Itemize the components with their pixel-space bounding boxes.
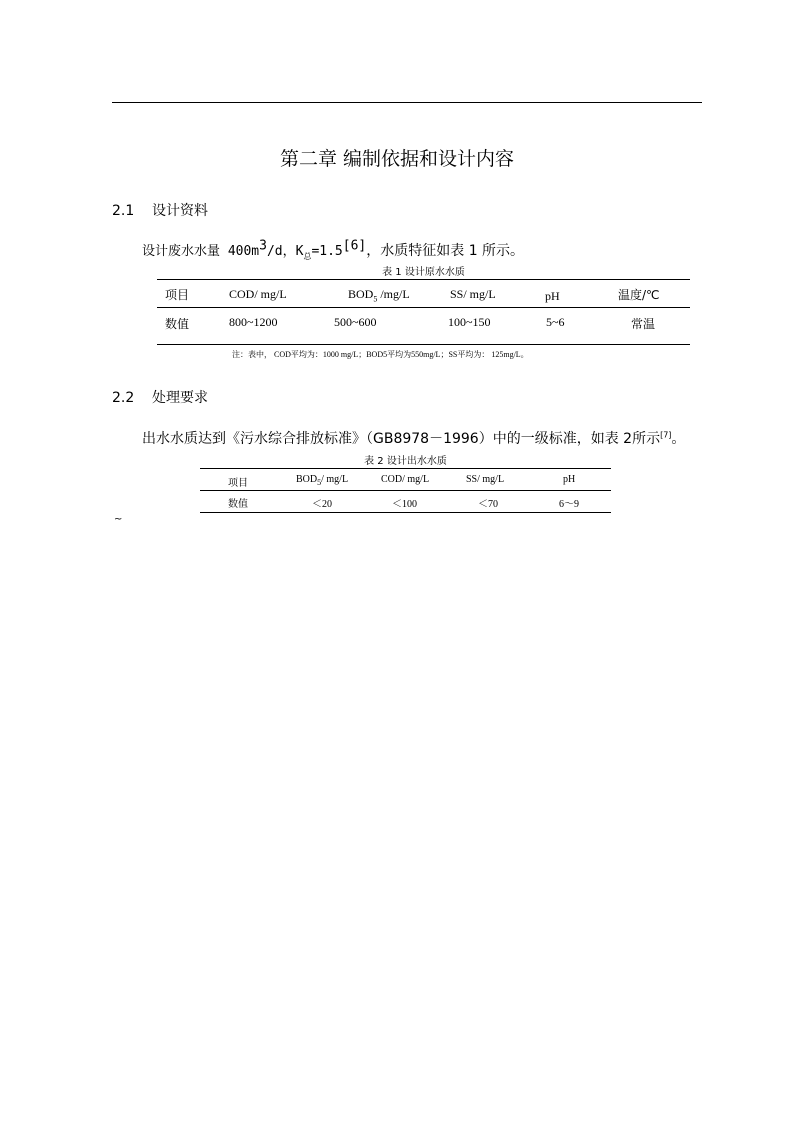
table-1-cell: 100~150 [448, 315, 491, 329]
section-number: 2.2 [112, 390, 135, 406]
table-1-cell: 5~6 [546, 315, 565, 329]
para-text: 设计废水水量 400m [142, 244, 260, 259]
table-1-top-rule [157, 279, 690, 280]
table-2-header: COD/ mg/L [381, 474, 430, 485]
section-title: 处理要求 [152, 390, 208, 406]
subscript: 5 [373, 294, 378, 304]
table-1-cell: 常温 [631, 317, 656, 331]
table-2-cell: ＜70 [478, 499, 498, 510]
section-2-paragraph [142, 428, 685, 448]
table-2-cell: ＜100 [392, 499, 417, 510]
table-2-top-rule [200, 468, 611, 469]
table-1-cell: 500~600 [334, 315, 377, 329]
table-2-header [296, 474, 348, 485]
para-text: ，水质特征如表 1 所示。 [366, 243, 525, 259]
section-heading-2-1 [112, 200, 208, 220]
table-1-caption: 表 1 设计原水水质 [382, 267, 465, 278]
header-text: /mg/L [377, 287, 410, 301]
section-1-paragraph [142, 240, 524, 260]
header-rule [112, 102, 702, 103]
table-1-bottom-rule [157, 344, 690, 345]
citation-ref: [7] [660, 430, 672, 440]
table-1-cell: 数值 [165, 317, 190, 331]
table-2-cell: 6～9 [559, 499, 579, 510]
section-heading-2-2 [112, 387, 208, 407]
table-1-header: pH [545, 289, 560, 303]
table-1-header: 项目 [165, 288, 190, 302]
subscript: 总 [303, 251, 312, 261]
table-1-cell: 800~1200 [229, 315, 278, 329]
section-title: 设计资料 [152, 203, 208, 219]
table-2-caption: 表 2 设计出水水质 [364, 456, 447, 467]
para-text: =1.5 [311, 244, 343, 259]
table-2-header: 项目 [228, 478, 248, 489]
header-text: / mg/L [321, 474, 349, 485]
table-1-note: 注：表中， COD平均为：1000 mg/L；BOD5平均为550mg/L；SS平均为： 125mg/L。 [232, 350, 529, 359]
para-text: 出水水质达到《污水综合排放标准》（GB8978－1996）中的一级标准，如表 2所示 [142, 431, 661, 447]
header-text: BOD [348, 287, 374, 301]
section-number: 2.1 [112, 203, 135, 219]
chapter-title: 第二章 编制依据和设计内容 [279, 148, 515, 170]
table-2-cell: 数值 [228, 499, 248, 510]
table-2-header: SS/ mg/L [466, 474, 505, 485]
table-2-cell: ＜20 [312, 499, 332, 510]
table-1-header: 温度/℃ [618, 288, 660, 302]
superscript: 3 [259, 238, 267, 254]
table-2-header: pH [563, 474, 576, 485]
stray-mark: ~ [114, 514, 123, 525]
para-text: 。 [671, 431, 686, 447]
table-1-header [348, 287, 410, 302]
table-2-header-rule [200, 490, 611, 491]
table-2-bottom-rule [200, 512, 611, 513]
table-1-header-rule [157, 307, 690, 308]
header-text: BOD [296, 474, 318, 485]
subscript: 5 [317, 478, 322, 487]
citation-ref: [6] [342, 238, 367, 254]
para-text: /d，K [266, 244, 304, 259]
table-1-header: COD/ mg/L [229, 287, 287, 301]
table-1-header: SS/ mg/L [450, 287, 496, 301]
